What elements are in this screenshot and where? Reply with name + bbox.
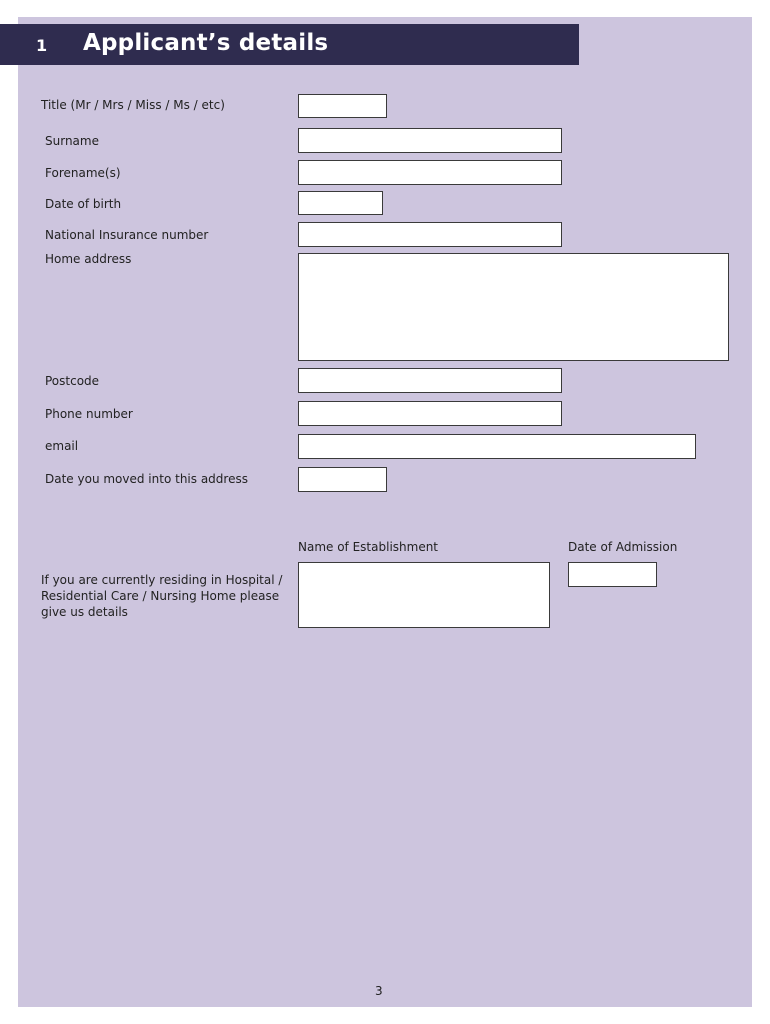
phone-input[interactable] xyxy=(298,401,562,426)
date-moved-input[interactable] xyxy=(298,467,387,492)
section-number: 1 xyxy=(36,36,48,55)
phone-label: Phone number xyxy=(45,407,133,421)
establishment-input[interactable] xyxy=(298,562,550,628)
surname-label: Surname xyxy=(45,134,99,148)
page-number: 3 xyxy=(375,984,383,998)
home-address-input[interactable] xyxy=(298,253,729,361)
establishment-header: Name of Establishment xyxy=(298,540,439,554)
home-address-label: Home address xyxy=(45,252,132,266)
section-header xyxy=(0,24,579,65)
ni-number-input[interactable] xyxy=(298,222,562,247)
forenames-input[interactable] xyxy=(298,160,562,185)
forenames-label: Forename(s) xyxy=(45,166,121,180)
residence-prompt: If you are currently residing in Hospital / Residential Care / Nursing Home please give us details xyxy=(41,573,283,619)
section-title: Applicant’s details xyxy=(83,30,329,56)
postcode-input[interactable] xyxy=(298,368,562,393)
admission-header: Date of Admission xyxy=(568,540,678,554)
surname-input[interactable] xyxy=(298,128,562,153)
email-label: email xyxy=(45,439,79,453)
postcode-label: Postcode xyxy=(45,374,100,388)
admission-date-input[interactable] xyxy=(568,562,657,587)
dob-input[interactable] xyxy=(298,191,383,215)
email-input[interactable] xyxy=(298,434,696,459)
title-label: Title (Mr / Mrs / Miss / Ms / etc) xyxy=(41,98,225,112)
dob-label: Date of birth xyxy=(45,197,122,211)
ni-number-label: National Insurance number xyxy=(45,228,209,242)
date-moved-label: Date you moved into this address xyxy=(45,472,248,486)
title-input[interactable] xyxy=(298,94,387,118)
